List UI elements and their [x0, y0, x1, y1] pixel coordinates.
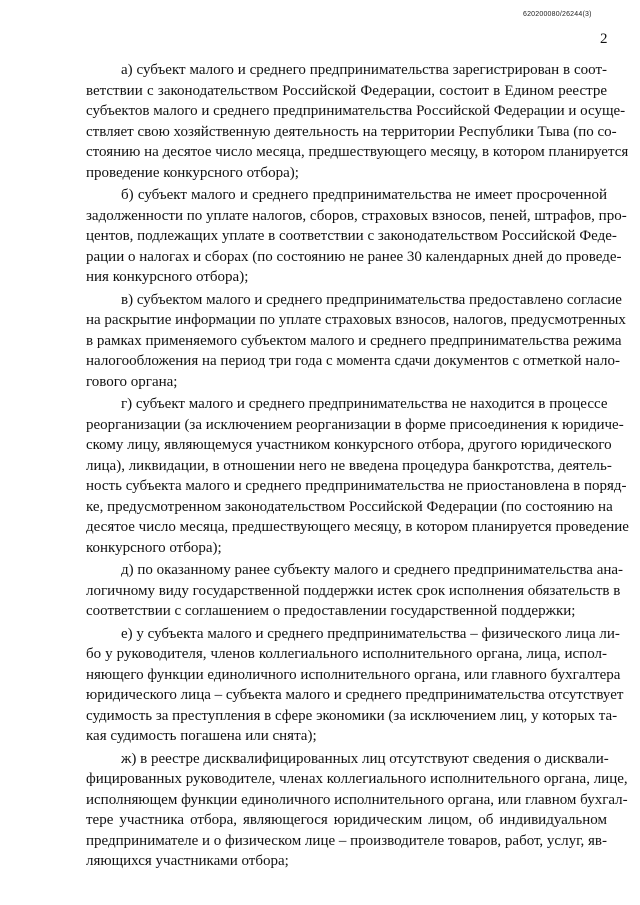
paragraph: [86, 394, 629, 558]
paragraph-line: ж) в реестре дисквалифицированных лиц отсутствуют сведения о дисквали-: [121, 750, 609, 767]
paragraph-line: реорганизации (за исключением реорганизации в форме присоединения к юридиче-: [86, 416, 624, 433]
paragraph-line: в рамках применяемого субъектом малого и среднего предпринимательства режима: [86, 332, 622, 349]
paragraph-line: ния конкурсного отбора);: [86, 269, 249, 285]
paragraph-line: няющего функции единоличного исполнительного органа, или главного бухгалтера: [86, 666, 621, 683]
paragraph-line: задолженности по уплате налогов, сборов, страховых взносов, пеней, штрафов, про-: [86, 207, 627, 224]
paragraph-line: судимость за преступления в сфере экономики (за исключением лиц, у которых та-: [86, 707, 618, 724]
paragraph-line: лица), ликвидации, в отношении него не введена процедура банкротства, деятель-: [86, 457, 612, 474]
paragraph-line: на раскрытие информации по уплате страховых взносов, налогов, предусмотренных: [86, 312, 626, 328]
paragraph-line: бо у руководителя, членов коллегиального исполнительного органа, лица, испол-: [86, 646, 607, 662]
document-id: 620200080/26244(3): [523, 11, 592, 18]
document-body: [86, 60, 629, 874]
paragraph: [86, 749, 628, 872]
paragraph-line: стоянию на десятое число месяца, предшествующего месяцу, в котором планируется: [86, 144, 629, 160]
paragraph-line: налогообложения на период три года с момента сдачи документов с отметкой нало-: [86, 353, 621, 369]
paragraph-line: субъектов малого и среднего предпринимательства Российской Федерации и осуще-: [86, 103, 626, 119]
paragraph-line: соответствии с соглашением о предоставлении государственной поддержки;: [86, 603, 576, 619]
paragraph-line: рации о налогах и сборах (по состоянию не ранее 30 календарных дней до проведе-: [86, 248, 622, 265]
paragraph-line: в) субъектом малого и среднего предпринимательства предоставлено согласие: [121, 291, 622, 308]
paragraph-line: ветствии с законодательством Российской Федерации, состоит в Едином реестре: [86, 82, 607, 99]
paragraph-line: гового органа;: [86, 373, 178, 390]
paragraph-line: ность субъекта малого и среднего предпринимательства не приостановлена в поряд-: [86, 478, 627, 494]
paragraph-line: тере участника отбора, являющегося юридическим лицом, об индивидуальном: [86, 812, 607, 828]
paragraph-line: проведение конкурсного отбора);: [86, 164, 299, 181]
paragraph: [86, 560, 624, 622]
paragraph-line: е) у субъекта малого и среднего предпринимательства – физического лица ли-: [121, 625, 620, 642]
paragraph-line: исполняющем функции единоличного исполнительного органа, или главном бухгал-: [86, 791, 628, 808]
paragraph-line: ствляет свою хозяйственную деятельность на территории Республики Тыва (по со-: [86, 123, 617, 140]
paragraph-line: конкурсного отбора);: [86, 539, 222, 556]
paragraph-line: скому лицу, являющемуся участником конкурсного отбора, другого юридического: [86, 437, 612, 453]
paragraph-line: ке, предусмотренном законодательством Российской Федерации (по состоянию на: [86, 498, 613, 515]
paragraph-line: центов, подлежащих уплате в соответствии с законодательством Российской Феде-: [86, 228, 617, 244]
paragraph-line: десятое число месяца, предшествующего месяцу, в котором планируется проведение: [86, 519, 629, 535]
paragraph-line: фицированных руководителе, членах коллегиального исполнительного органа, лице,: [86, 771, 628, 787]
paragraph-line: юридического лица – субъекта малого и среднего предпринимательства отсутствует: [86, 687, 624, 703]
paragraph: [86, 624, 624, 747]
paragraph-line: ляющихся участниками отбора;: [86, 853, 289, 869]
paragraph-line: кая судимость погашена или снята);: [86, 728, 317, 744]
paragraph-line: предпринимателе и о физическом лице – производителе товаров, работ, услуг, яв-: [86, 832, 608, 849]
page-number: 2: [600, 31, 608, 47]
paragraph-line: д) по оказанному ранее субъекту малого и среднего предпринимательства ана-: [121, 562, 624, 578]
paragraph-line: а) субъект малого и среднего предпринимательства зарегистрирован в соот-: [121, 62, 607, 78]
paragraph-line: б) субъект малого и среднего предпринимательства не имеет просроченной: [121, 187, 607, 203]
paragraph-line: логичному виду государственной поддержки истек срок исполнения обязательств в: [86, 582, 621, 599]
paragraph-line: г) субъект малого и среднего предпринимательства не находится в процессе: [121, 396, 608, 412]
paragraph: [86, 290, 626, 393]
paragraph: [86, 60, 629, 183]
paragraph: [86, 185, 627, 288]
